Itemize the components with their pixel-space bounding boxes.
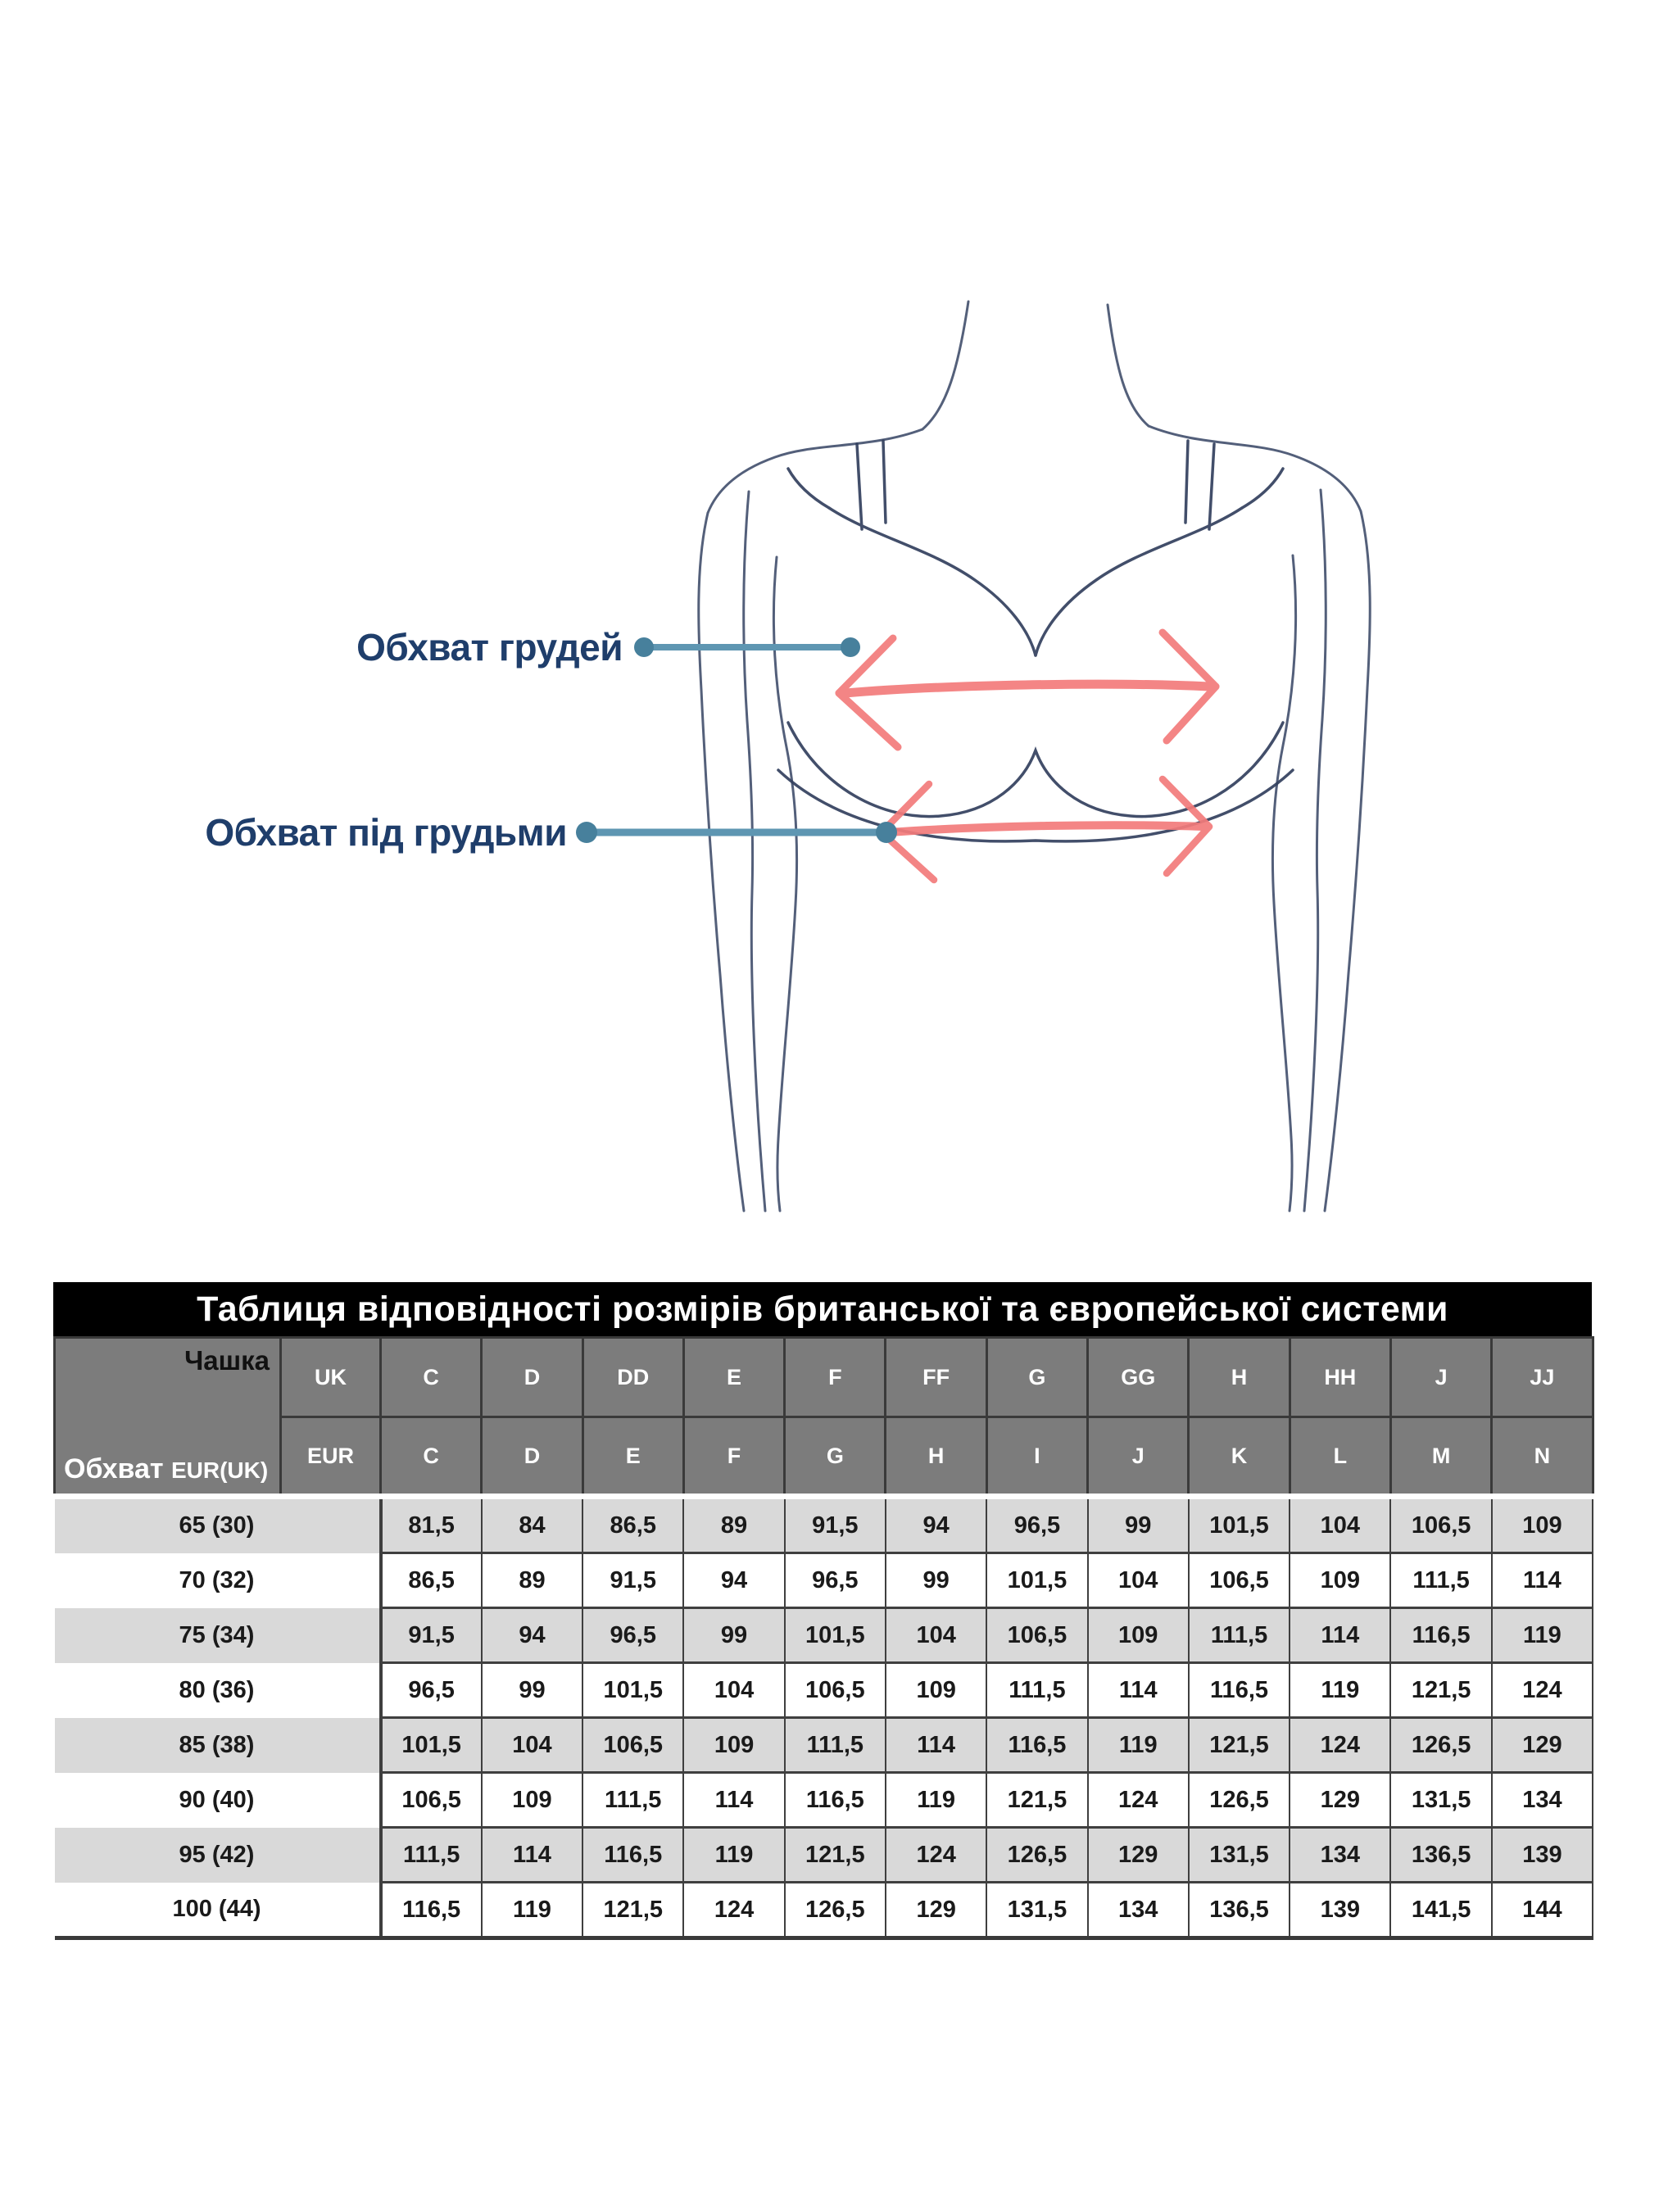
measurement-cell: 124 xyxy=(1088,1773,1189,1828)
size-row xyxy=(55,1883,1593,1938)
measurement-cell: 109 xyxy=(1492,1497,1593,1553)
measurement-cell: 134 xyxy=(1290,1828,1390,1883)
measurement-cell: 99 xyxy=(683,1608,784,1663)
measurement-cell: 131,5 xyxy=(1390,1773,1491,1828)
uk-cup-header-cell: GG xyxy=(1088,1338,1189,1417)
eur-cup-header-cell: F xyxy=(683,1417,784,1497)
measurement-cell: 111,5 xyxy=(1189,1608,1290,1663)
uk-cup-header-cell: J xyxy=(1390,1338,1491,1417)
underbust-label: Обхват під грудьми xyxy=(205,811,567,854)
measurement-cell: 129 xyxy=(1088,1828,1189,1883)
size-table-body xyxy=(55,1497,1593,1938)
measurement-cell: 141,5 xyxy=(1390,1883,1491,1938)
size-row xyxy=(55,1663,1593,1718)
band-size-cell: 100 (44) xyxy=(55,1883,381,1938)
measurement-cell: 104 xyxy=(482,1718,582,1773)
measurement-cell: 104 xyxy=(886,1608,986,1663)
measurement-cell: 129 xyxy=(1492,1718,1593,1773)
measurement-cell: 116,5 xyxy=(582,1828,683,1883)
underbust-arrow xyxy=(882,779,1209,880)
measurement-cell: 111,5 xyxy=(785,1718,886,1773)
size-row xyxy=(55,1553,1593,1608)
uk-cup-header-cell: DD xyxy=(582,1338,683,1417)
measurement-cell: 121,5 xyxy=(582,1883,683,1938)
measurement-cell: 114 xyxy=(1492,1553,1593,1608)
bust-arrow xyxy=(839,632,1216,747)
measurement-cell: 104 xyxy=(1290,1497,1390,1553)
measurement-cell: 119 xyxy=(1492,1608,1593,1663)
measurement-cell: 104 xyxy=(1088,1553,1189,1608)
uk-cup-header-cell: JJ xyxy=(1492,1338,1593,1417)
measurement-cell: 139 xyxy=(1492,1828,1593,1883)
uk-cup-header-cell: F xyxy=(785,1338,886,1417)
cup-axis-label: Чашка xyxy=(184,1345,270,1376)
eur-cup-header-cell: N xyxy=(1492,1417,1593,1497)
band-size-cell: 70 (32) xyxy=(55,1553,381,1608)
band-size-cell: 85 (38) xyxy=(55,1718,381,1773)
measurement-cell: 116,5 xyxy=(1189,1663,1290,1718)
corner-cell xyxy=(55,1338,281,1497)
measurement-cell: 121,5 xyxy=(986,1773,1087,1828)
size-row xyxy=(55,1773,1593,1828)
measurement-cell: 111,5 xyxy=(381,1828,482,1883)
measurement-cell: 89 xyxy=(482,1553,582,1608)
eur-system-cell: EUR xyxy=(281,1417,381,1497)
eur-cup-header-cell: E xyxy=(582,1417,683,1497)
measurement-cell: 91,5 xyxy=(785,1497,886,1553)
measurement-cell: 94 xyxy=(482,1608,582,1663)
eur-cup-header-cell: J xyxy=(1088,1417,1189,1497)
measurement-cell: 124 xyxy=(1290,1718,1390,1773)
band-size-cell: 75 (34) xyxy=(55,1608,381,1663)
measurement-cell: 119 xyxy=(886,1773,986,1828)
measurement-cell: 121,5 xyxy=(1390,1663,1491,1718)
measurement-cell: 114 xyxy=(1290,1608,1390,1663)
measurement-cell: 114 xyxy=(886,1718,986,1773)
measurement-cell: 96,5 xyxy=(986,1497,1087,1553)
measurement-cell: 119 xyxy=(1088,1718,1189,1773)
measurement-cell: 86,5 xyxy=(582,1497,683,1553)
measurement-cell: 124 xyxy=(1492,1663,1593,1718)
measurement-cell: 129 xyxy=(1290,1773,1390,1828)
measurement-cell: 114 xyxy=(683,1773,784,1828)
measurement-cell: 109 xyxy=(683,1718,784,1773)
measurement-cell: 131,5 xyxy=(1189,1828,1290,1883)
measurement-cell: 129 xyxy=(886,1883,986,1938)
measurement-cell: 99 xyxy=(482,1663,582,1718)
measurement-cell: 101,5 xyxy=(582,1663,683,1718)
uk-cup-header-cell: E xyxy=(683,1338,784,1417)
measurement-cell: 81,5 xyxy=(381,1497,482,1553)
measurement-cell: 101,5 xyxy=(1189,1497,1290,1553)
band-size-cell: 90 (40) xyxy=(55,1773,381,1828)
measurement-cell: 111,5 xyxy=(986,1663,1087,1718)
size-table-section xyxy=(53,1282,1592,1940)
band-size-cell: 80 (36) xyxy=(55,1663,381,1718)
measurement-cell: 136,5 xyxy=(1189,1883,1290,1938)
eur-cup-header-cell: K xyxy=(1189,1417,1290,1497)
measurement-cell: 89 xyxy=(683,1497,784,1553)
measurement-cell: 136,5 xyxy=(1390,1828,1491,1883)
measurement-cell: 126,5 xyxy=(785,1883,886,1938)
measurement-cell: 99 xyxy=(1088,1497,1189,1553)
uk-cup-header-cell: H xyxy=(1189,1338,1290,1417)
bust-pointer-line xyxy=(634,637,860,657)
measurement-cell: 119 xyxy=(683,1828,784,1883)
measurement-cell: 111,5 xyxy=(582,1773,683,1828)
measurement-cell: 106,5 xyxy=(785,1663,886,1718)
size-row xyxy=(55,1608,1593,1663)
uk-cup-header-cell: HH xyxy=(1290,1338,1390,1417)
measurement-cell: 106,5 xyxy=(582,1718,683,1773)
measurement-cell: 84 xyxy=(482,1497,582,1553)
uk-cup-header-cell: D xyxy=(482,1338,582,1417)
measurement-cell: 101,5 xyxy=(986,1553,1087,1608)
measurement-cell: 96,5 xyxy=(582,1608,683,1663)
measurement-cell: 126,5 xyxy=(986,1828,1087,1883)
measurement-cell: 116,5 xyxy=(986,1718,1087,1773)
measurement-cell: 104 xyxy=(683,1663,784,1718)
uk-cups-row xyxy=(55,1338,1593,1417)
measurement-cell: 114 xyxy=(1088,1663,1189,1718)
measurement-cell: 121,5 xyxy=(1189,1718,1290,1773)
measurement-cell: 126,5 xyxy=(1189,1773,1290,1828)
size-row xyxy=(55,1497,1593,1553)
measurement-cell: 96,5 xyxy=(785,1553,886,1608)
band-size-cell: 95 (42) xyxy=(55,1828,381,1883)
measurement-cell: 99 xyxy=(886,1553,986,1608)
eur-cup-header-cell: I xyxy=(986,1417,1087,1497)
measurement-cell: 134 xyxy=(1088,1883,1189,1938)
measurement-cell: 106,5 xyxy=(986,1608,1087,1663)
girth-axis-label: Обхват EUR(UK) xyxy=(64,1453,269,1484)
uk-cup-header-cell: C xyxy=(381,1338,482,1417)
eur-cup-header-cell: C xyxy=(381,1417,482,1497)
measurement-cell: 109 xyxy=(482,1773,582,1828)
measurement-cell: 109 xyxy=(886,1663,986,1718)
eur-cups-row xyxy=(55,1417,1593,1497)
measurement-cell: 91,5 xyxy=(582,1553,683,1608)
measurement-cell: 124 xyxy=(886,1828,986,1883)
measurement-cell: 101,5 xyxy=(381,1718,482,1773)
size-table-header xyxy=(55,1338,1593,1497)
size-table xyxy=(53,1336,1594,1940)
measurement-cell: 126,5 xyxy=(1390,1718,1491,1773)
measurement-cell: 119 xyxy=(482,1883,582,1938)
measurement-cell: 114 xyxy=(482,1828,582,1883)
measurement-cell: 106,5 xyxy=(381,1773,482,1828)
measurement-cell: 144 xyxy=(1492,1883,1593,1938)
underbust-pointer-line xyxy=(576,822,897,843)
measurement-cell: 139 xyxy=(1290,1883,1390,1938)
uk-system-cell: UK xyxy=(281,1338,381,1417)
measurement-cell: 116,5 xyxy=(1390,1608,1491,1663)
measurement-cell: 111,5 xyxy=(1390,1553,1491,1608)
measurement-cell: 94 xyxy=(886,1497,986,1553)
size-row xyxy=(55,1718,1593,1773)
measurement-cell: 116,5 xyxy=(785,1773,886,1828)
eur-cup-header-cell: G xyxy=(785,1417,886,1497)
measurement-cell: 91,5 xyxy=(381,1608,482,1663)
measurement-cell: 106,5 xyxy=(1189,1553,1290,1608)
bust-label: Обхват грудей xyxy=(356,626,623,669)
measurement-cell: 121,5 xyxy=(785,1828,886,1883)
eur-cup-header-cell: D xyxy=(482,1417,582,1497)
eur-cup-header-cell: L xyxy=(1290,1417,1390,1497)
measurement-cell: 86,5 xyxy=(381,1553,482,1608)
measurement-cell: 119 xyxy=(1290,1663,1390,1718)
measurement-cell: 109 xyxy=(1088,1608,1189,1663)
measurement-cell: 134 xyxy=(1492,1773,1593,1828)
uk-cup-header-cell: G xyxy=(986,1338,1087,1417)
measurement-cell: 116,5 xyxy=(381,1883,482,1938)
measurement-cell: 124 xyxy=(683,1883,784,1938)
eur-cup-header-cell: M xyxy=(1390,1417,1491,1497)
uk-cup-header-cell: FF xyxy=(886,1338,986,1417)
measurement-cell: 96,5 xyxy=(381,1663,482,1718)
measurement-cell: 106,5 xyxy=(1390,1497,1491,1553)
band-size-cell: 65 (30) xyxy=(55,1497,381,1553)
eur-cup-header-cell: H xyxy=(886,1417,986,1497)
table-title: Таблиця відповідності розмірів британської та європейської системи xyxy=(53,1282,1592,1336)
measurement-cell: 109 xyxy=(1290,1553,1390,1608)
measurement-cell: 101,5 xyxy=(785,1608,886,1663)
measurement-cell: 94 xyxy=(683,1553,784,1608)
measurement-cell: 131,5 xyxy=(986,1883,1087,1938)
size-row xyxy=(55,1828,1593,1883)
